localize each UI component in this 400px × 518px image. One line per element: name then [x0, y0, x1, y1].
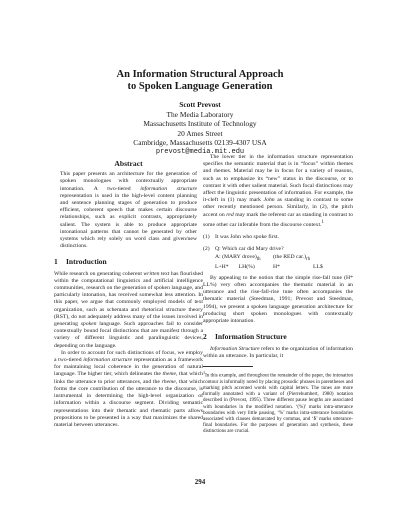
text-run: refers to the organization of information within an utterance. In particular, it [203, 345, 353, 359]
page-number: 294 [194, 478, 206, 486]
author-block [0, 100, 400, 158]
body-paragraph: By appealing to the notion that the simple rise-fall tune (H* LL%) very often accompanies the thematic material in an utterance and the rise-fall-rise tune often accompanies the thematic material (Steedman, 1991; Prevost and Steedman, 1994), we present a spoken language generation architecture for producing short spoken monologues with contextually appropriate intonation. [203, 274, 353, 325]
body-paragraph [203, 346, 353, 360]
text-emphasis: John [263, 197, 275, 204]
abstract-emphasis: information structure [140, 185, 198, 192]
abstract-text-part: This paper presents an architecture for the generation of spoken monologues with contextually appropriate intonation. A two-tiered [60, 171, 197, 192]
section-title: Information Structure [215, 332, 287, 342]
subscript: rh [306, 257, 310, 263]
text-run: The lower tier in the information structure representation specifies the semantic material that is in “focus” within themes and rhemes. Material may be in focus for a variety of reasons, such as to emphasize its “new” status in the discourse, or to contrast it with other salient material. Such focal distinctions may affect the linguistic presentation of information. For example, the it-cleft in (1) may mark [203, 154, 353, 204]
subscript: th [256, 257, 261, 263]
tune-label: H* [273, 263, 280, 270]
text-run: may mark the referent car as standing in contrast to some other car inferable from the discourse context. [203, 211, 353, 228]
abstract-text [60, 171, 197, 250]
tune-label: L+H* [215, 263, 229, 270]
author-name: Scott Prevost [179, 100, 221, 109]
example-answer-theme [215, 254, 273, 263]
text-run: representation as a framework for maintaining local coherence in the generation of natural language. The higher tier, which delineates the [54, 357, 203, 378]
footnote-text: In this example, and throughout the remainder of the paper, the intonation contour is informally noted by placing prosodic phrases in parentheses and marking pitch accented words with capital letters. The tunes are more formally annotated with a variant of (Pierrehumbert, 1980) notation described in (Prevost, 1995). Three different pause lengths are associated with boundaries in the modified notation. ‘(%)’ marks intra-utterance boundaries with very little pausing, ‘%’ marks intra-utterance boundaries associated with clauses demarcated by commas, and ‘$’ marks utterance-final boundaries. For the purposes of generation and synthesis, these distinctions are crucial. [203, 373, 353, 435]
left-column [54, 159, 206, 429]
text-emphasis: theme [162, 371, 177, 378]
example-2 [203, 246, 353, 271]
text-emphasis: information structure [83, 357, 133, 364]
text-run: (the RED car.) [273, 254, 307, 261]
example-answer-grid [203, 254, 353, 271]
right-column [203, 154, 353, 436]
footnote-divider [203, 366, 253, 367]
paper-title [0, 69, 400, 93]
tune-annotation [215, 264, 273, 271]
text-run: , that which forms the core contribution of the utterance to the discourse, is instrumental in determining the high-level organization of information within a discourse segment. Dividing semantic representations into their thematic and rhematic parts allows propositions to be presented in a way that maximizes the shared material between utterances. [54, 378, 203, 428]
section-1-heading [54, 258, 203, 265]
example-answer-rheme [273, 254, 353, 263]
text-run: language. Such approaches fail to consider contextually bound focal distinctions that are manifest through a variety of different linguistic and paralinguistic devices, depending on the language. [54, 321, 203, 349]
text-emphasis: spoken [80, 321, 97, 328]
footnote [203, 370, 353, 436]
affiliation-line-1: The Media Laboratory [166, 109, 234, 119]
affiliation-line-2: Massachusetts Institute of Technology [143, 119, 257, 129]
title-line-1: An Information Structural Approach [116, 69, 284, 80]
body-paragraph [203, 154, 353, 229]
example-question: Q: Which car did Mary drive? [215, 246, 284, 253]
example-1 [203, 234, 353, 241]
text-emphasis: written [143, 270, 160, 277]
abstract-text-part: representation is used in the high-level content planning and sentence planning stages of generation to produce efficient, coherent speech that makes certain discourse relationships, such as explicit contrasts, appropriately salient. The system is able to produce appropriate intonational patterns that cannot be generated by other systems which rely solely on word class and given/new distinctions. [60, 192, 197, 250]
text-run: as standing in contrast to some other recently mentioned person. Similarly, in (2), the pitch accent on [203, 197, 353, 218]
address-line-2: Cambridge, Massachusetts 02139-4307 USA [133, 138, 267, 148]
footnote-marker: 1 [203, 369, 206, 375]
text-run: A: (MARY drove) [215, 254, 257, 261]
tune-label: LH(%) [238, 263, 255, 270]
intro-paragraph-2 [54, 349, 206, 429]
title-line-2: to Spoken Language Generation [127, 81, 273, 92]
section-number: 1 [54, 257, 58, 267]
text-emphasis: red [226, 211, 234, 218]
intro-paragraph-1 [54, 271, 203, 350]
tune-label: LL$ [313, 263, 323, 270]
text-emphasis: Information Structure [210, 345, 260, 352]
abstract-heading: Abstract [114, 159, 143, 168]
text-emphasis: rheme [161, 378, 176, 385]
section-number: 2 [203, 332, 207, 342]
text-run: , that which links the utterance to prior utterances, and the [54, 371, 203, 385]
example-label: (1) [203, 233, 210, 240]
text-run: text has flourished within the computational linguistics and artificial intelligence communities, research on the generation of spoken language, and particularly intonation, has received somewhat less attention. In this paper, we argue that commonly employed models of text organization, such as schemata and rhetorical structure theory (RST), do not adequately address many of the issues involved in generating [54, 270, 204, 328]
footnote-marker: 1 [321, 219, 324, 225]
author-email: prevost@media.mit.edu [155, 147, 245, 156]
section-title: Introduction [66, 257, 107, 267]
text-run: While research on generating coherent [54, 270, 144, 277]
example-text: It was John who spoke first. [215, 233, 279, 240]
address-line-1: 20 Ames Street [177, 128, 223, 138]
text-run: In order to account for such distinctions of focus, we employ a two-tiered [54, 349, 203, 364]
section-2-heading [203, 333, 353, 340]
example-label: (2) [203, 246, 210, 253]
